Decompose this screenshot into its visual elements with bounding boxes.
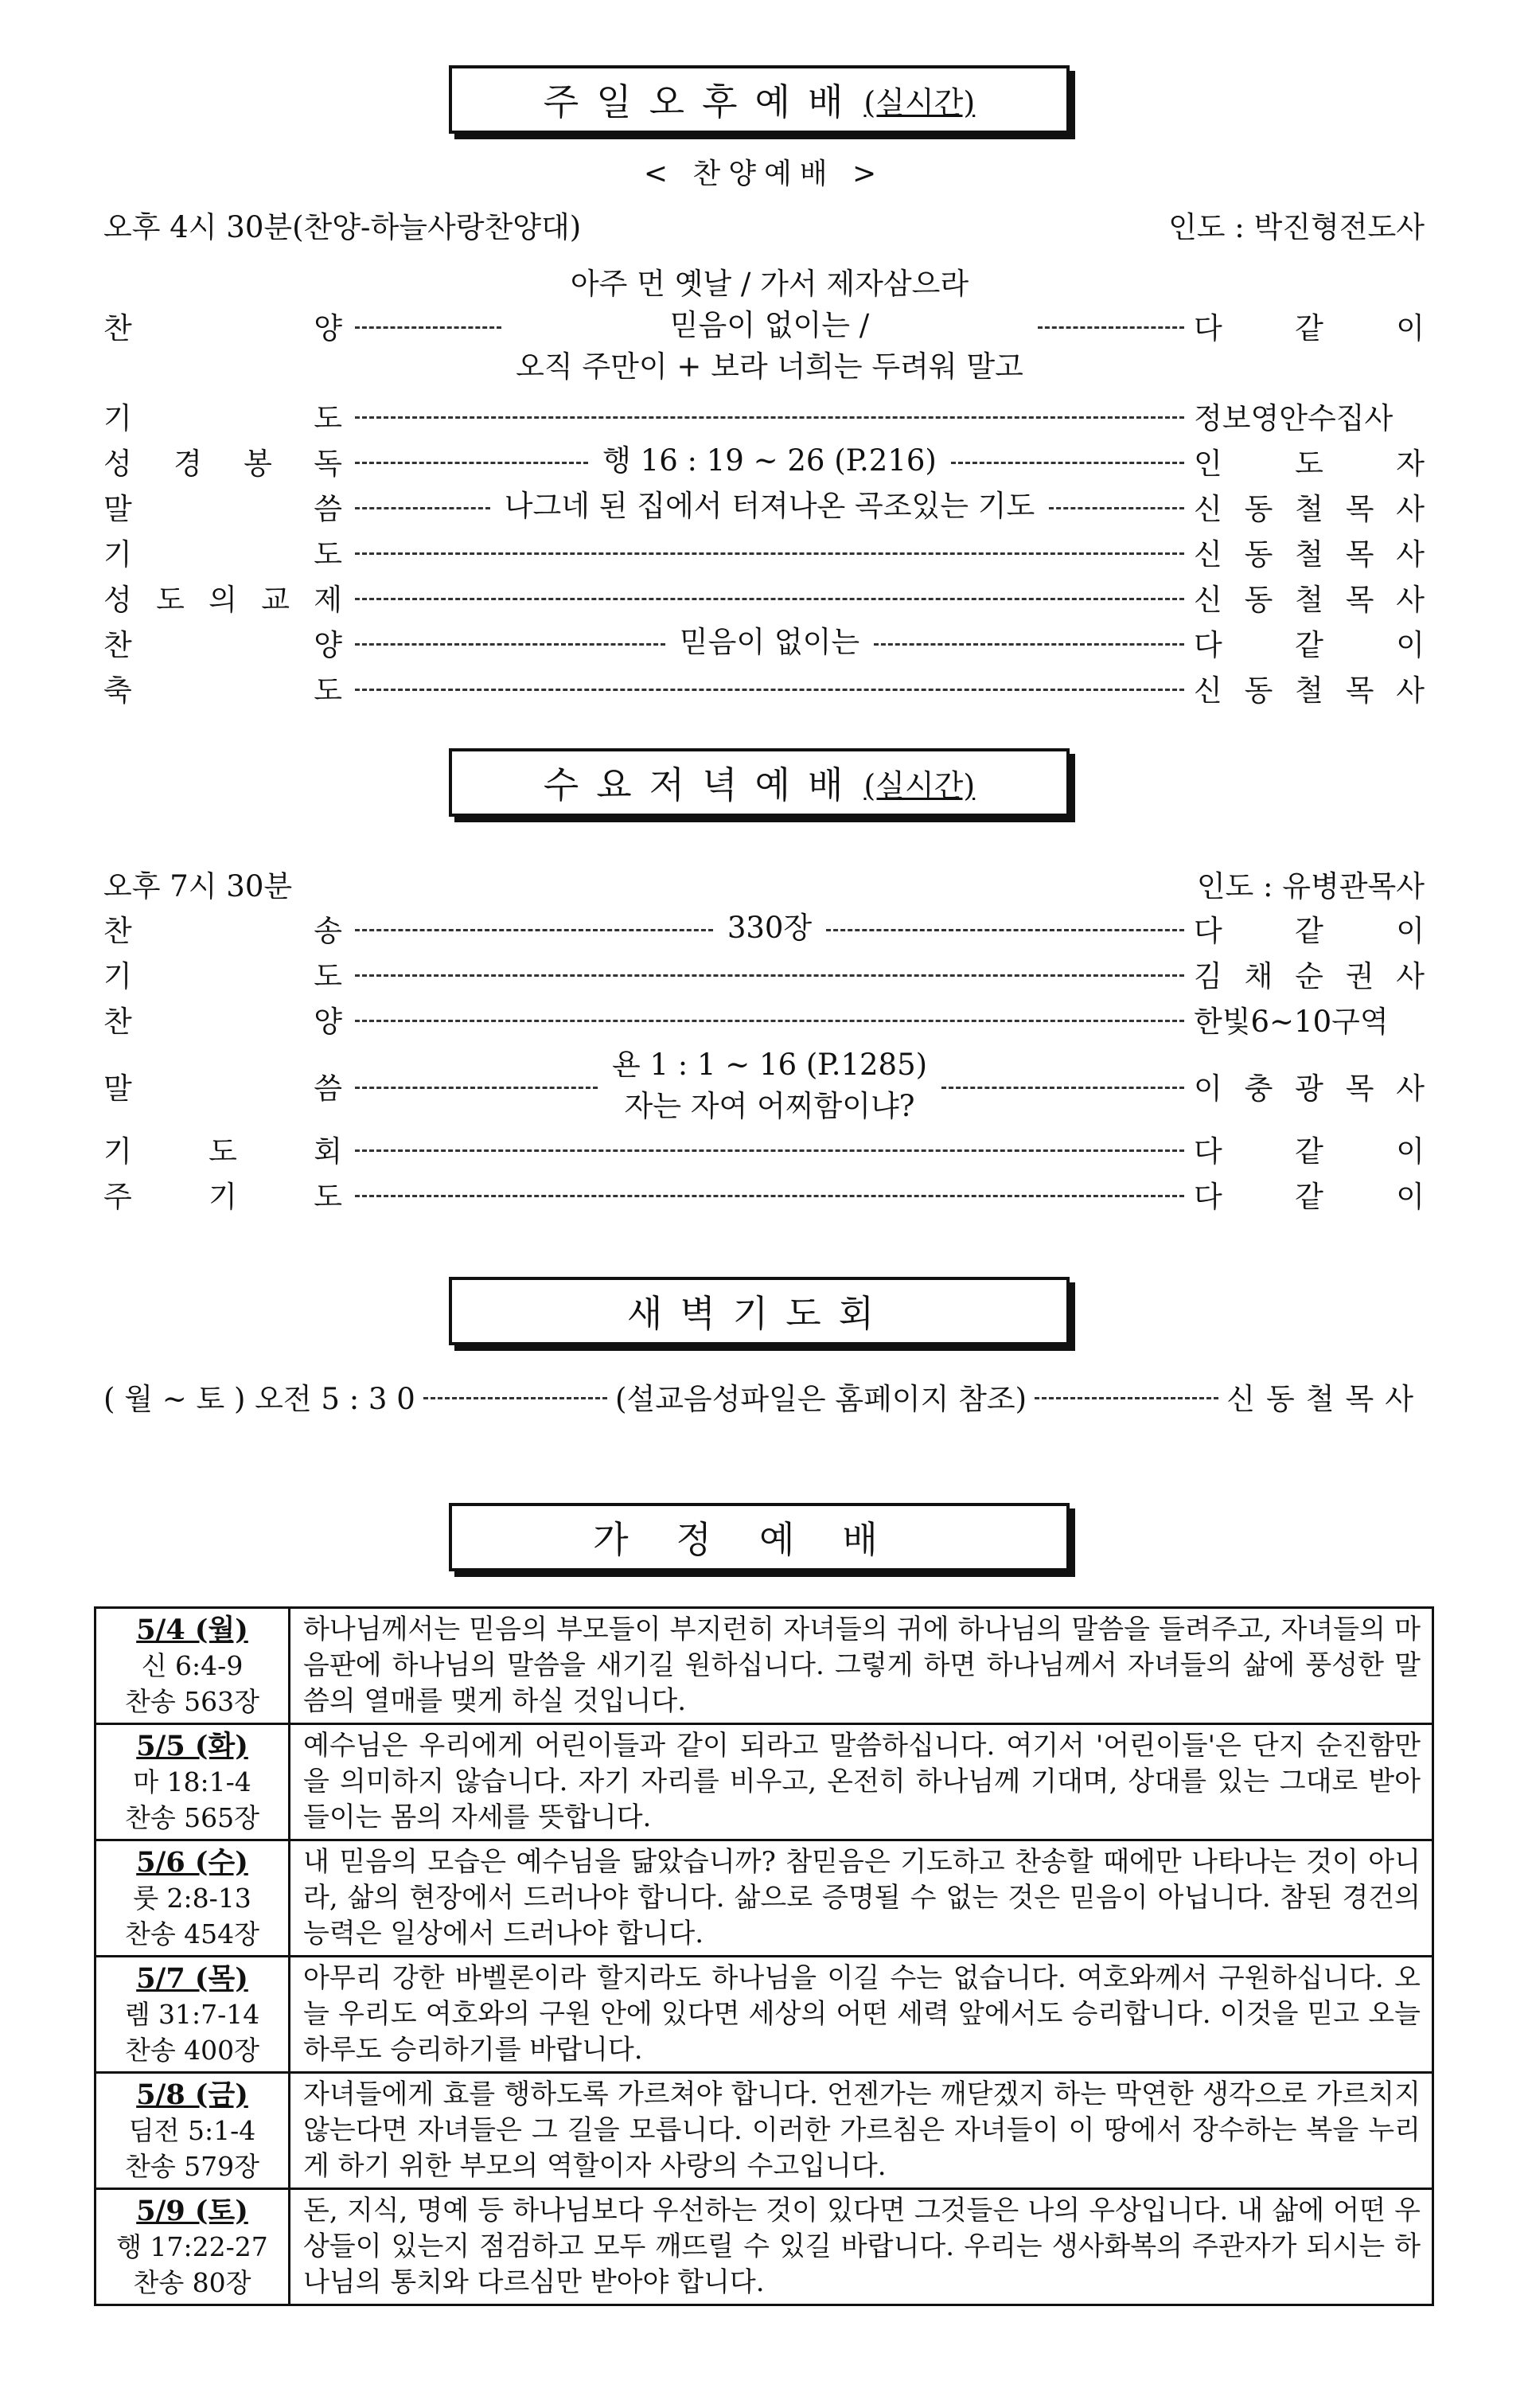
dash-leader (1038, 326, 1184, 329)
dash-leader (355, 507, 490, 509)
dawn-preacher: 신동철목사 (1226, 1382, 1425, 1416)
dash-leader (355, 598, 1184, 600)
order-person-text: 정보영안수집사 (1194, 401, 1394, 435)
order-middle (355, 486, 1184, 527)
dawn-note: (설교음성파일은 홈페이지 참조) (615, 1382, 1027, 1416)
order-label-char: 기 (103, 401, 132, 435)
order-row (103, 620, 1425, 665)
order-person-char: 다 (1194, 1180, 1222, 1214)
order-label-char: 도 (314, 673, 342, 708)
order-label-char: 의 (209, 583, 237, 617)
family-verse: 행 17:22-27 (116, 2231, 268, 2262)
order-row (103, 997, 1425, 1041)
order-label (103, 952, 342, 995)
order-person (1194, 1064, 1425, 1107)
family-hymn: 찬송 565장 (124, 1802, 260, 1833)
dash-leader (874, 643, 1184, 646)
order-person-char: 신 (1194, 537, 1222, 572)
order-label (103, 907, 342, 950)
dawn-title: 새벽기도회 (626, 1292, 892, 1335)
order-label-char: 경 (173, 447, 202, 481)
order-person-char: 김 (1194, 959, 1222, 993)
order-label (103, 666, 342, 709)
order-person (1194, 907, 1425, 950)
order-label-char: 찬 (103, 1005, 132, 1039)
wednesday-time: 오후 7시 30분 (103, 869, 293, 903)
order-label (103, 576, 342, 619)
family-row (96, 1840, 1433, 1957)
order-middle (355, 907, 1184, 949)
family-devotion-text: 내 믿음의 모습은 예수님을 닮았습니까? 참믿음은 기도하고 찬송할 때에만 나타나는 것이 아니라, 삶의 현장에서 드러나야 합니다. 삶으로 증명될 수 없는 것은 믿음이 아닙니다. 참된 경건의 능력은 일상에서 드러나야 합니다. (290, 1840, 1433, 1957)
family-info-cell (96, 2189, 290, 2305)
family-verse: 신 6:4-9 (141, 1650, 244, 1681)
order-label (103, 394, 342, 437)
order-label-char: 기 (103, 1134, 132, 1169)
dash-leader (355, 643, 665, 646)
family-devotion-text: 자녀들에게 효를 행하도록 가르쳐야 합니다. 언젠가는 깨닫겠지 하는 막연한 생각으로 가르치지 않는다면 자녀들은 그 길을 모릅니다. 이러한 가르침은 자녀들이 이 땅에서 장수하는 복을 누리게 하기 위한 부모의 역할이자 사랑의 수고입니다. (290, 2073, 1433, 2189)
dash-leader (355, 416, 1184, 419)
family-verse: 렘 31:7-14 (124, 1999, 260, 2030)
order-label-char: 찬 (103, 311, 132, 345)
wednesday-title-sub: (실시간) (863, 767, 976, 803)
order-person-char: 같 (1295, 914, 1323, 948)
order-content (665, 622, 874, 663)
dash-leader (355, 1087, 598, 1089)
order-content-line: 나그네 된 집에서 터져나온 곡조있는 기도 (504, 489, 1035, 523)
order-label-char: 찬 (103, 914, 132, 948)
order-content-line: 욘 1 : 1 ~ 16 (P.1285) (611, 1048, 928, 1082)
order-label (103, 304, 342, 347)
order-person (1194, 304, 1425, 347)
dash-leader (355, 462, 588, 464)
order-middle (355, 549, 1184, 555)
order-person (1194, 394, 1425, 437)
order-person-char: 다 (1194, 1134, 1222, 1169)
family-hymn: 찬송 579장 (124, 2151, 260, 2182)
order-label-char: 도 (314, 537, 342, 572)
sunday-subtitle: < 찬양예배 > (643, 158, 885, 190)
order-person-char: 도 (1295, 447, 1323, 481)
order-row (103, 1042, 1425, 1130)
order-person-char: 목 (1345, 537, 1374, 572)
order-person-char: 사 (1396, 537, 1425, 572)
order-label (103, 530, 342, 573)
family-devotion-text: 하나님께서는 믿음의 부모들이 부지런히 자녀들의 귀에 하나님의 말씀을 들려주고, 자녀들의 마음판에 하나님의 말씀을 새기길 원하십니다. 그렇게 하면 하나님께서 자녀들의 삶에 풍성한 말씀의 열매를 맺게 하실 것입니다. (290, 1608, 1433, 1724)
dash-leader (941, 1087, 1184, 1089)
order-row (103, 1126, 1425, 1171)
family-info-cell (96, 1957, 290, 2073)
order-person-char: 이 (1396, 1180, 1425, 1214)
order-row (103, 529, 1425, 574)
order-middle (355, 1017, 1184, 1022)
sunday-info-row (103, 202, 1425, 247)
order-content-line: 오직 주만이 + 보라 너희는 두려워 말고 (516, 349, 1023, 384)
dawn-info-row (103, 1374, 1425, 1419)
order-person-char: 철 (1295, 673, 1323, 708)
order-content (713, 907, 826, 949)
family-row (96, 1724, 1433, 1840)
family-row (96, 2189, 1433, 2305)
order-person-char: 채 (1244, 959, 1273, 993)
dawn-dash-right (1035, 1397, 1218, 1399)
family-verse: 딤전 5:1-4 (128, 2115, 256, 2146)
order-label-char: 도 (209, 1134, 237, 1169)
order-content-line: 330장 (727, 911, 813, 945)
order-person-char: 이 (1396, 311, 1425, 345)
family-info-cell (96, 1840, 290, 1957)
order-label-char: 기 (103, 959, 132, 993)
order-person-char: 이 (1396, 1134, 1425, 1169)
order-content (588, 440, 951, 482)
order-person-char: 권 (1345, 959, 1374, 993)
order-label-char: 기 (103, 537, 132, 572)
family-worship-table (94, 1606, 1434, 2306)
dash-leader (355, 1195, 1184, 1197)
order-label (103, 485, 342, 528)
order-person-char: 이 (1396, 628, 1425, 662)
wednesday-title: 수요저녁예배 (543, 763, 861, 806)
dash-leader (355, 552, 1184, 555)
dash-leader (355, 1149, 1184, 1152)
order-person-char: 같 (1295, 1180, 1323, 1214)
family-info-cell (96, 1608, 290, 1724)
family-hymn: 찬송 563장 (124, 1686, 260, 1717)
family-info-cell (96, 2073, 290, 2189)
family-date: 5/8 (금) (136, 2078, 248, 2111)
family-date: 5/5 (화) (136, 1730, 248, 1762)
order-person-char: 이 (1194, 1071, 1222, 1106)
family-date: 5/9 (토) (136, 2195, 248, 2227)
order-row (103, 951, 1425, 996)
family-title-box (449, 1503, 1070, 1571)
order-label-char: 독 (314, 447, 342, 481)
order-person-char: 다 (1194, 914, 1222, 948)
family-row (96, 1957, 1433, 2073)
order-person-char: 동 (1244, 537, 1273, 572)
order-middle (355, 440, 1184, 482)
order-label-char: 축 (103, 673, 132, 708)
order-label-char: 봉 (244, 447, 272, 481)
order-label (103, 997, 342, 1040)
order-middle (355, 1192, 1184, 1197)
order-label-char: 주 (103, 1180, 132, 1214)
order-person (1194, 1173, 1425, 1216)
dawn-time: ( 월 ~ 토 ) 오전 5 : 3 0 (103, 1382, 415, 1416)
order-person (1194, 952, 1425, 995)
order-person-char: 인 (1194, 447, 1222, 481)
order-label (103, 1064, 342, 1107)
order-label-char: 교 (261, 583, 290, 617)
order-label (103, 439, 342, 482)
order-person-char: 신 (1194, 583, 1222, 617)
order-person (1194, 485, 1425, 528)
dash-leader (826, 929, 1184, 931)
sunday-title-box (449, 65, 1070, 134)
dawn-title-box (449, 1277, 1070, 1345)
family-row (96, 1608, 1433, 1724)
order-middle (355, 971, 1184, 977)
order-person-char: 이 (1396, 914, 1425, 948)
order-person-char: 광 (1295, 1071, 1323, 1106)
order-person-char: 철 (1295, 583, 1323, 617)
order-person-char: 같 (1295, 628, 1323, 662)
order-content (501, 263, 1038, 388)
order-label-char: 찬 (103, 628, 132, 662)
family-date: 5/6 (수) (136, 1846, 248, 1879)
order-middle (355, 622, 1184, 663)
order-row (103, 1172, 1425, 1216)
sunday-title: 주일오후예배 (543, 80, 861, 123)
order-person-char: 사 (1396, 959, 1425, 993)
order-person (1194, 439, 1425, 482)
order-content (490, 486, 1049, 527)
family-info-cell (96, 1724, 290, 1840)
order-person (1194, 530, 1425, 573)
order-person (1194, 666, 1425, 709)
dash-leader (355, 974, 1184, 977)
family-date: 5/4 (월) (136, 1614, 248, 1646)
order-person-char: 사 (1396, 1071, 1425, 1106)
order-label-char: 기 (209, 1180, 237, 1214)
family-devotion-text: 예수님은 우리에게 어린이들과 같이 되라고 말씀하십니다. 여기서 '어린이들'은 단지 순진함만을 의미하지 않습니다. 자기 자리를 비우고, 온전히 하나님께 기대며, 상대를 있는 그대로 받아들이는 몸의 자세를 뜻합니다. (290, 1724, 1433, 1840)
order-label-char: 씀 (314, 1071, 342, 1106)
order-person-char: 목 (1345, 673, 1374, 708)
wednesday-title-box (449, 748, 1070, 817)
order-label-char: 성 (103, 583, 132, 617)
order-label-char: 송 (314, 914, 342, 948)
order-person-char: 철 (1295, 492, 1323, 526)
order-label-char: 도 (156, 583, 185, 617)
order-row (103, 393, 1425, 438)
order-person-char: 목 (1345, 583, 1374, 617)
order-person-char: 철 (1295, 537, 1323, 572)
order-label-char: 씀 (314, 492, 342, 526)
order-person-char: 목 (1345, 1071, 1374, 1106)
order-person-char: 사 (1396, 673, 1425, 708)
order-content-line: 자는 자여 어찌함이냐? (624, 1089, 915, 1123)
order-person-char: 순 (1295, 959, 1323, 993)
order-person (1194, 576, 1425, 619)
order-content-line: 아주 먼 옛날 / 가서 제자삼으라 (570, 267, 969, 301)
order-content-line: 믿음이 없이는 (679, 625, 860, 659)
order-person-char: 자 (1396, 447, 1425, 481)
order-person-char: 신 (1194, 673, 1222, 708)
family-devotion-text: 아무리 강한 바벨론이라 할지라도 하나님을 이길 수는 없습니다. 여호와께서 구원하십니다. 오늘 우리도 여호와의 구원 안에 있다면 세상의 어떤 세력 앞에서도 승리합니다. 이것을 믿고 오늘 하루도 승리하기를 바랍니다. (290, 1957, 1433, 2073)
order-middle (355, 263, 1184, 388)
order-label-char: 말 (103, 1071, 132, 1106)
family-hymn: 찬송 454장 (124, 1918, 260, 1949)
family-devotion-text: 돈, 지식, 명예 등 하나님보다 우선하는 것이 있다면 그것들은 나의 우상입니다. 내 삶에 어떤 우상들이 있는지 점검하고 모두 깨뜨릴 수 있길 바랍니다. 우리는 생사화복의 주관자가 되시는 하나님의 통치와 다르심만 받아야 합니다. (290, 2189, 1433, 2305)
order-person-char: 다 (1194, 311, 1222, 345)
family-row (96, 2073, 1433, 2189)
order-label-char: 양 (314, 1005, 342, 1039)
family-title: 가정예배 (593, 1518, 926, 1561)
order-label-char: 양 (314, 628, 342, 662)
order-label (103, 621, 342, 664)
order-person (1194, 1127, 1425, 1170)
order-row (103, 575, 1425, 619)
order-middle (355, 1146, 1184, 1152)
order-row (103, 439, 1425, 483)
family-hymn: 찬송 80장 (133, 2267, 251, 2298)
order-row (103, 484, 1425, 529)
order-label-char: 도 (314, 401, 342, 435)
family-hymn: 찬송 400장 (124, 2035, 260, 2066)
order-person-char: 동 (1244, 673, 1273, 708)
order-person-char: 사 (1396, 492, 1425, 526)
order-label-char: 성 (103, 447, 132, 481)
order-content-line: 행 16 : 19 ~ 26 (P.216) (602, 443, 937, 478)
family-date: 5/7 (목) (136, 1962, 248, 1995)
order-person-text: 한빛6~10구역 (1194, 1005, 1389, 1039)
order-person-char: 같 (1295, 311, 1323, 345)
dash-leader (355, 929, 713, 931)
order-person-char: 사 (1396, 583, 1425, 617)
order-row (103, 906, 1425, 950)
sunday-time: 오후 4시 30분(찬양-하늘사랑찬양대) (103, 210, 582, 244)
order-label-char: 회 (314, 1134, 342, 1169)
dash-leader (1049, 507, 1184, 509)
family-verse: 룻 2:8-13 (133, 1883, 251, 1914)
dawn-dash-left (423, 1397, 607, 1399)
order-row (103, 258, 1425, 393)
order-row (103, 665, 1425, 710)
sunday-title-sub: (실시간) (863, 84, 976, 120)
wednesday-leader: 인도 : 유병관목사 (1196, 869, 1425, 903)
order-person (1194, 621, 1425, 664)
wednesday-info-row (103, 861, 1425, 906)
order-person-char: 같 (1295, 1134, 1323, 1169)
dash-leader (951, 462, 1184, 464)
order-label-char: 양 (314, 311, 342, 345)
dash-leader (355, 326, 501, 329)
order-content-line: 믿음이 없이는 / (669, 308, 870, 342)
order-label (103, 1173, 342, 1216)
order-label-char: 제 (314, 583, 342, 617)
order-person-char: 동 (1244, 583, 1273, 617)
order-middle (355, 685, 1184, 691)
dash-leader (355, 1020, 1184, 1022)
order-label (103, 1127, 342, 1170)
order-person-char: 동 (1244, 492, 1273, 526)
sunday-leader: 인도 : 박진형전도사 (1168, 210, 1425, 244)
order-person-char: 다 (1194, 628, 1222, 662)
order-label-char: 도 (314, 1180, 342, 1214)
order-middle (355, 595, 1184, 600)
order-label-char: 말 (103, 492, 132, 526)
order-person-char: 목 (1345, 492, 1374, 526)
order-person (1194, 997, 1425, 1040)
order-person-char: 신 (1194, 492, 1222, 526)
family-verse: 마 18:1-4 (133, 1766, 251, 1797)
dash-leader (355, 689, 1184, 691)
order-content (598, 1044, 941, 1127)
order-label-char: 도 (314, 959, 342, 993)
order-middle (355, 1044, 1184, 1127)
order-middle (355, 413, 1184, 419)
order-person-char: 충 (1244, 1071, 1273, 1106)
